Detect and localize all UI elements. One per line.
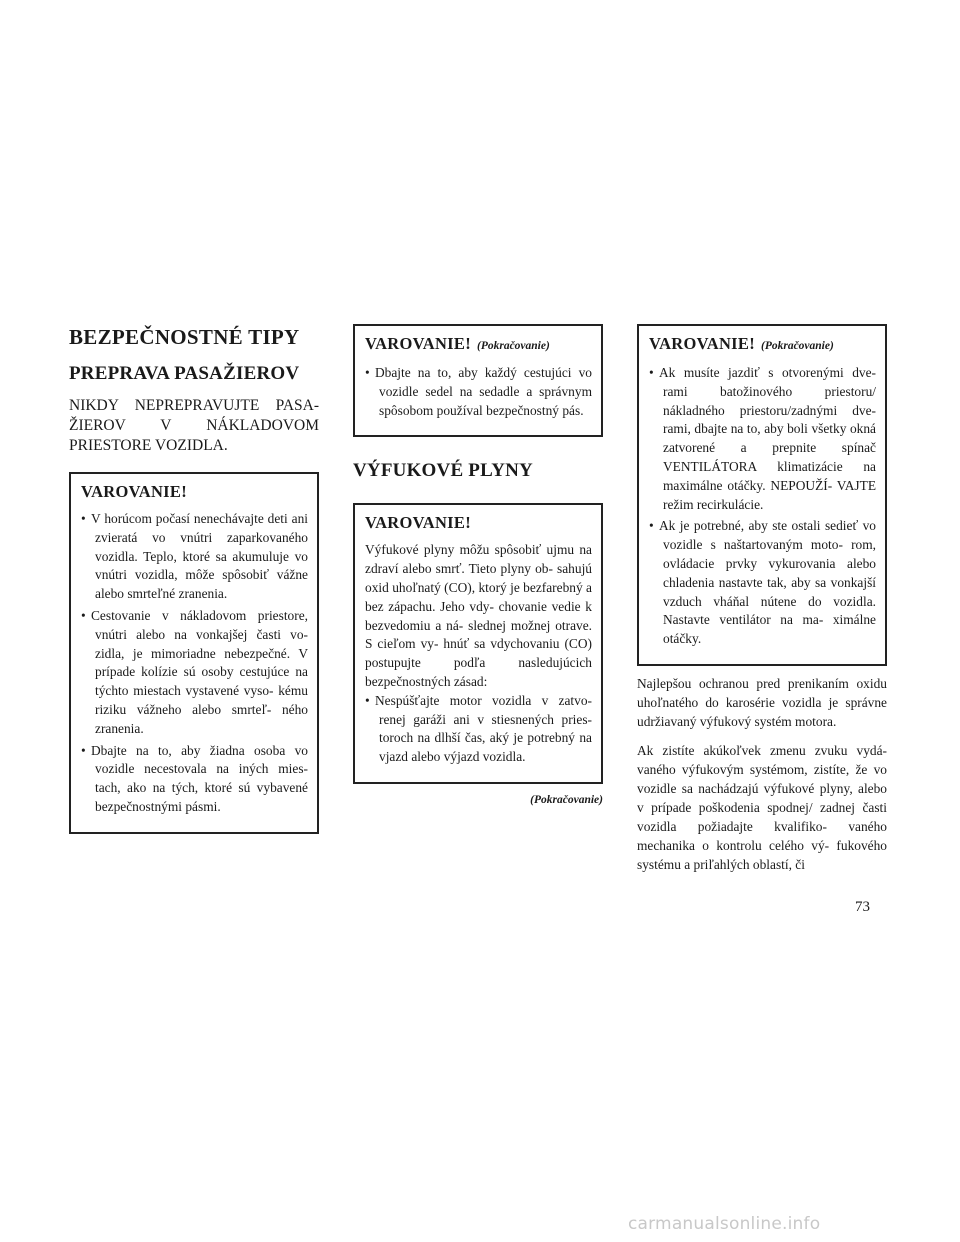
warning-title: VAROVANIE! bbox=[365, 513, 471, 533]
column-middle bbox=[353, 324, 603, 806]
warning-box-passengers bbox=[69, 472, 319, 834]
intro-warning-text: NIKDY NEPREPRAVUJTE PASA- ŽIEROV V NÁKLADOVOM PRIESTORE VOZIDLA. bbox=[69, 397, 319, 454]
warning-bullet: • Ak musíte jazdiť s otvorenými dve- rami batožinového priestoru/ nákladného priestoru/zadnými dve- rami, dbajte na to, aby boli všetky okná zatvorené a prepnite spínač VENTILÁTORA klimatizácie na maximálne otáčky. NEPOUŽÍ- VAJTE režim recirkulácie. bbox=[649, 365, 876, 512]
continued-note: (Pokračovanie) bbox=[530, 793, 603, 806]
warning-bullet: • Dbajte na to, aby žiadna osoba vo vozidle necestovala na iných mies- tach, ako na tých, ktoré sú vybavené bezpečnostnými pásmi. bbox=[81, 742, 308, 814]
body-paragraph: Ak zistíte akúkoľvek zmenu zvuku vydá- vaného výfukovým systémom, zistíte, že vo vozidle sa nachádzajú výfukové plyny, alebo v prípade poškodenia spodnej/ zadnej časti vozidla požiadajte kvalifiko- vaného mechanika o kontrolu celého vý- fukového systému a priľahlých oblastí, či bbox=[637, 742, 887, 872]
warning-bullet: • Ak je potrebné, aby ste ostali sedieť vo vozidle s naštartovaným moto- rom, ovládacie prvky vykurovania alebo chladenia nastavte tak, aby sa vonkajší vzduch vháňal nútene do vozidla. Nastavte ventilátor na ma- ximálne otáčky. bbox=[649, 518, 876, 647]
warning-box-continued bbox=[353, 324, 603, 437]
continued-label: (Pokračovanie) bbox=[761, 340, 834, 352]
warning-bullet: • V horúcom počasí nenechávajte deti ani zvieratá vo vnútri zaparkovaného vozidla. Teplo, ktoré sa akumuluje vo vnútri vozidla, môže spôsobiť vážne alebo smrteľné zranenia. bbox=[81, 511, 308, 602]
subheading-passenger-transport: PREPRAVA PASAŽIEROV bbox=[69, 363, 300, 384]
section-heading-safety-tips: BEZPEČNOSTNÉ TIPY bbox=[69, 325, 300, 349]
column-right bbox=[637, 324, 887, 884]
continued-label: (Pokračovanie) bbox=[477, 340, 550, 352]
column-left bbox=[69, 324, 319, 834]
warning-bullet: • Dbajte na to, aby každý cestujúci vo vozidle sedel na sedadle a správnym spôsobom používal bezpečnostný pás. bbox=[365, 365, 592, 418]
warning-title: VAROVANIE! (Pokračovanie) bbox=[365, 334, 550, 353]
warning-title: VAROVANIE! bbox=[81, 482, 187, 501]
body-paragraph: Najlepšou ochranou pred prenikaním oxidu uhoľnatého do karosérie vozidla je správne udržiavaný výfukový systém motora. bbox=[637, 675, 887, 729]
warning-bullet: • Nespúšťajte motor vozidla v zatvo- renej garáži ani v stiesnených pries- toroch na dlhší čas, aký je potrebný na vjazd alebo výjazd vozidla. bbox=[365, 692, 592, 765]
warning-title: VAROVANIE! (Pokračovanie) bbox=[649, 334, 834, 353]
warning-bullet: • Cestovanie v nákladovom priestore, vnútri alebo na vonkajšej časti vo- zidla, je mimoriadne nebezpečné. V prípade kolízie sú osoby cestujúce na týchto miestach vystavené vyso- kému riziku vážneho alebo smrteľ- ného zranenia. bbox=[81, 607, 308, 736]
warning-box-continued bbox=[637, 324, 887, 666]
page-number: 73 bbox=[855, 899, 870, 915]
section-heading-exhaust-gases: VÝFUKOVÉ PLYNY bbox=[353, 460, 533, 482]
warning-body-text: Výfukové plyny môžu spôsobiť ujmu na zdraví alebo smrť. Tieto plyny ob- sahujú oxid uhoľnatý (CO), ktorý je bezfarebný a bez zápachu. Jeho vdy- chovanie vedie k bezvedomiu a ná- slednej možnej otrave. S cieľom vy- hnúť sa vdychovaniu (CO) postupujte podľa nasledujúcich bezpečnostných zásad: bbox=[365, 542, 592, 689]
watermark: carmanualsonline.info bbox=[628, 1214, 821, 1234]
warning-box-exhaust bbox=[353, 503, 603, 784]
